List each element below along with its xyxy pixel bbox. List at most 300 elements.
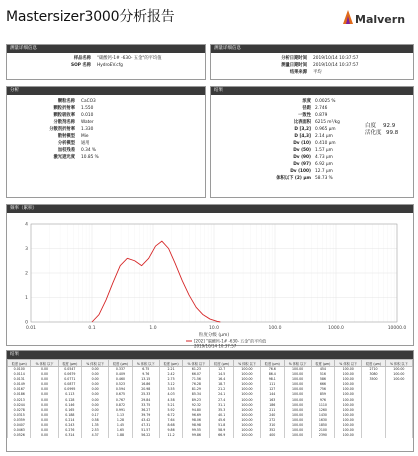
table-cell: 0.0679	[58, 372, 81, 377]
table-cell: 0.314	[58, 433, 81, 438]
table-cell: 0.00	[31, 372, 58, 377]
table-cell: 0.00	[31, 428, 58, 433]
activation-label: 活化度	[365, 130, 382, 136]
table-cell: 100.00	[233, 428, 260, 433]
table-cell: 0.165	[58, 408, 81, 413]
table-cell: 71.56	[183, 377, 210, 382]
table-cell: 98.1	[261, 377, 284, 382]
field-label: 激光遮光度	[53, 155, 75, 160]
field-value: Mie	[81, 134, 89, 139]
table-cell: 400	[261, 433, 284, 438]
table-cell: 100.00	[233, 382, 260, 387]
table-cell: 100.00	[335, 428, 362, 433]
table-cell: 0.00	[31, 387, 58, 392]
table-cell: 7.64	[159, 418, 182, 423]
table-cell: 1630	[311, 418, 334, 423]
table-cell: 100.00	[385, 377, 412, 382]
table-cell: 100.00	[335, 377, 362, 382]
table-column-header: % 体积 以下	[284, 360, 311, 367]
table-cell: 100.00	[284, 418, 311, 423]
chart-panel-header: 频率（累积）	[7, 205, 413, 213]
date-panel-header: 测量详细信息	[211, 45, 413, 53]
table-cell: 0.0244	[8, 403, 31, 408]
table-cell: 1.13	[109, 413, 132, 418]
field-value: 10.85 %	[81, 155, 99, 160]
y-tick-label: 0	[25, 320, 28, 326]
table-cell: 127	[261, 387, 284, 392]
table-cell: 36.27	[132, 408, 159, 413]
table-column-header: % 体积 以下	[233, 360, 260, 367]
table-cell: 0.00	[31, 433, 58, 438]
field-label: 颗粒名称	[57, 99, 75, 104]
table-cell: 3080	[362, 372, 385, 377]
table-cell: 0.00	[82, 387, 109, 392]
table-cell: 100.00	[284, 387, 311, 392]
table-cell: 40.1	[210, 413, 233, 418]
table-cell: 20.98	[132, 387, 159, 392]
table-column-header: 粒度 (μm)	[261, 360, 284, 367]
table-column-header: 粒度 (μm)	[8, 360, 31, 367]
field-label: Dv (50)	[293, 148, 311, 153]
x-tick-label: 100.0	[268, 326, 282, 331]
table-cell: 51.57	[132, 428, 159, 433]
table-cell: 352	[261, 428, 284, 433]
field-value: 0.410 μm	[315, 141, 336, 146]
field-value: 4.73 μm	[315, 155, 333, 160]
table-cell: 586	[311, 377, 334, 382]
x-axis-label: 粒度分级 (μm)	[198, 333, 230, 338]
table-cell: 0.58	[82, 418, 109, 423]
y-tick-label: 4	[25, 222, 28, 228]
table-cell: 0.767	[109, 398, 132, 403]
table-column-header: % 体积 以下	[183, 360, 210, 367]
field-label: Dv (100)	[290, 169, 311, 174]
table-cell: 4.37	[82, 433, 109, 438]
table-cell: 100.00	[233, 413, 260, 418]
table-cell: 100.00	[284, 413, 311, 418]
table-cell: 1.45	[109, 423, 132, 428]
table-column-header: 粒度 (μm)	[159, 360, 182, 367]
table-cell: 100.00	[335, 372, 362, 377]
table-cell: 0.188	[58, 413, 81, 418]
series-line	[92, 241, 220, 322]
field-value: 0.879	[315, 113, 328, 118]
field-label: 分析模型	[57, 141, 75, 146]
x-tick-label: 1.0	[149, 326, 157, 331]
table-cell: 9.76	[132, 372, 159, 377]
table-cell: 6.75	[132, 367, 159, 373]
table-cell: 5.92	[159, 408, 182, 413]
table-cell: 100.00	[335, 433, 362, 438]
table-cell: 100.00	[385, 367, 412, 373]
table-cell: 100.00	[335, 413, 362, 418]
table-cell: 4.03	[159, 392, 182, 397]
results-table-panel	[6, 350, 414, 452]
table-cell: 100.00	[335, 367, 362, 373]
field-value: 58.73 %	[315, 176, 333, 181]
field-value: 0.010	[81, 113, 94, 118]
table-cell: 99.86	[183, 433, 210, 438]
table-column-header: % 体积 以下	[335, 360, 362, 367]
table-cell: 100.00	[284, 367, 311, 373]
table-cell: 100.00	[335, 423, 362, 428]
table-cell: 45.6	[210, 418, 233, 423]
date-panel	[210, 44, 414, 80]
table-cell: 21.2	[210, 387, 233, 392]
table-cell: 3500	[362, 377, 385, 382]
table-cell: 76.28	[183, 382, 210, 387]
table-cell: 94.80	[183, 408, 210, 413]
table-cell: 100.00	[335, 408, 362, 413]
table-cell: 0.00	[31, 418, 58, 423]
results-table	[7, 359, 413, 438]
table-cell: 100.00	[335, 387, 362, 392]
table-cell: 92.32	[183, 403, 210, 408]
table-column-header: 粒度 (μm)	[210, 360, 233, 367]
field-label: 颗粒吸收率	[53, 113, 75, 118]
table-cell: 240	[261, 413, 284, 418]
table-cell: 51.8	[210, 423, 233, 428]
table-cell: 16.4	[210, 377, 233, 382]
table-cell: 2390	[311, 433, 334, 438]
field-value: Water	[81, 120, 94, 125]
table-cell: 2.53	[82, 428, 109, 433]
table-cell: 211	[261, 408, 284, 413]
table-cell: 100.00	[284, 403, 311, 408]
field-value: 1.57 μm	[315, 148, 333, 153]
table-cell: 0.0100	[8, 367, 31, 373]
table-cell: 5.21	[159, 403, 182, 408]
field-value: 2019/10/14 10:37:57	[313, 63, 359, 68]
table-cell: 89.23	[183, 398, 210, 403]
table-cell: 0.409	[109, 372, 132, 377]
field-label: 分散剂折射率	[49, 127, 75, 132]
table-cell: 1850	[311, 423, 334, 428]
field-value: HydroEV.cfg	[97, 63, 123, 68]
analysis-panel-header: 分析	[7, 87, 205, 95]
x-tick-label: 0.01	[25, 326, 37, 331]
table-cell: 76.6	[261, 367, 284, 373]
table-column-header: 粒度 (μm)	[311, 360, 334, 367]
table-cell: 0.0114	[8, 372, 31, 377]
table-cell: 98.98	[183, 423, 210, 428]
table-cell: 0.00	[31, 398, 58, 403]
field-value: "碳酸钙-1# -630- 五金"的平均值	[97, 56, 162, 61]
field-value: 2.14 μm	[315, 134, 333, 139]
table-cell: 756	[311, 387, 334, 392]
table-cell: 98.06	[183, 418, 210, 423]
table-cell: 0.00	[82, 392, 109, 397]
table-cell: 100.00	[284, 392, 311, 397]
table-cell: 0.523	[109, 382, 132, 387]
field-label: 分析日期时间	[281, 56, 307, 61]
table-cell: 0.00	[82, 377, 109, 382]
legend-date: 2019/10/14 10:37:57	[194, 343, 237, 349]
table-cell: 58.9	[210, 428, 233, 433]
table-cell: 9.86	[159, 428, 182, 433]
table-cell: 100.00	[233, 408, 260, 413]
table-cell: 6.72	[159, 413, 182, 418]
x-tick-label: 1000.0	[328, 326, 344, 331]
table-cell: 85.34	[183, 392, 210, 397]
table-cell: 0.0186	[8, 392, 31, 397]
table-cell: 100.00	[335, 382, 362, 387]
table-cell: 3.55	[159, 387, 182, 392]
whiteness-label: 白度	[365, 123, 377, 129]
table-cell: 0.243	[58, 423, 81, 428]
table-cell: 66.07	[183, 372, 210, 377]
table-cell: 0.675	[109, 392, 132, 397]
x-tick-label: 0.1	[88, 326, 96, 331]
table-cell: 100.00	[284, 408, 311, 413]
field-label: D [3,2]	[294, 127, 311, 132]
field-label: 径距	[302, 106, 311, 111]
field-label: Dv (90)	[293, 155, 311, 160]
table-cell: 0.0995	[58, 387, 81, 392]
table-cell: 0.00	[82, 367, 109, 373]
table-cell: 0.0278	[8, 408, 31, 413]
field-value: 2.746	[315, 106, 328, 111]
results-table-header: 结果	[7, 351, 413, 359]
table-cell: 100.00	[233, 392, 260, 397]
table-cell: 100.00	[233, 372, 260, 377]
table-cell: 39.79	[132, 413, 159, 418]
table-column-header: % 体积 以下	[31, 360, 58, 367]
table-column-header: % 体积 以下	[82, 360, 109, 367]
table-cell: 0.594	[109, 387, 132, 392]
table-cell: 0.0526	[8, 433, 31, 438]
table-cell: 100.00	[284, 398, 311, 403]
table-cell: 1.65	[109, 428, 132, 433]
field-value: 0.0025 %	[315, 99, 336, 104]
table-cell: 1110	[311, 403, 334, 408]
table-cell: 1430	[311, 413, 334, 418]
table-cell: 8.68	[159, 423, 182, 428]
table-cell: 0.00	[82, 382, 109, 387]
table-cell: 144	[261, 392, 284, 397]
table-cell: 12.7	[210, 367, 233, 373]
table-cell: 100.00	[284, 433, 311, 438]
table-cell: 100.00	[233, 377, 260, 382]
field-label: 结果来源	[289, 70, 307, 75]
table-cell: 100.00	[233, 418, 260, 423]
table-cell: 0.0131	[8, 377, 31, 382]
field-label: 浓度	[302, 99, 311, 104]
y-tick-label: 1	[25, 296, 28, 301]
field-value: 2019/10/14 10:37:57	[313, 56, 359, 61]
whiteness-value: 92.9	[383, 123, 396, 129]
table-cell: 0.214	[58, 418, 81, 423]
table-cell: 666	[311, 382, 334, 387]
table-cell: 1260	[311, 408, 334, 413]
table-cell: 0.00	[31, 413, 58, 418]
table-cell: 0.00	[31, 403, 58, 408]
table-cell: 100.00	[385, 372, 412, 377]
table-cell: 0.00	[31, 367, 58, 373]
table-cell: 33.75	[132, 403, 159, 408]
table-cell: 99.55	[183, 428, 210, 433]
report-title: Mastersizer3000分析报告	[6, 9, 175, 25]
table-cell: 163	[261, 398, 284, 403]
chart-panel	[6, 204, 414, 349]
table-cell: 0.0167	[8, 387, 31, 392]
field-label: 颗粒折射率	[53, 106, 75, 111]
analysis-panel	[6, 86, 206, 198]
frequency-chart	[7, 214, 413, 349]
table-cell: 0.991	[109, 408, 132, 413]
field-value: 1.550	[81, 106, 94, 111]
table-cell: 0.00	[82, 372, 109, 377]
y-tick-label: 3	[25, 247, 28, 252]
table-column-header: % 体积 以下	[132, 360, 159, 367]
field-label: D [4,3]	[294, 134, 311, 139]
table-cell: 1.88	[109, 433, 132, 438]
table-cell: 0.0463	[8, 428, 31, 433]
field-label: 测量日期时间	[281, 63, 307, 68]
table-cell: 100.00	[284, 382, 311, 387]
table-cell: 100.00	[233, 387, 260, 392]
table-cell: 27.4	[210, 398, 233, 403]
field-value: 6.92 μm	[315, 162, 333, 167]
field-value: CaCO3	[81, 99, 96, 104]
table-cell: 31.1	[210, 403, 233, 408]
field-label: 体积以下 (2) μm	[276, 176, 311, 181]
table-cell: 81.29	[183, 387, 210, 392]
table-cell: 16.86	[132, 382, 159, 387]
measure-panel-header: 测量详细信息	[7, 45, 205, 53]
table-cell: 516	[311, 372, 334, 377]
table-cell: 43.42	[132, 418, 159, 423]
table-cell	[362, 433, 385, 438]
x-tick-label: 10.0	[208, 326, 220, 331]
table-cell: 100.00	[335, 398, 362, 403]
table-cell: 3.12	[159, 382, 182, 387]
field-value: 平均	[313, 70, 322, 75]
table-cell: 47.31	[132, 423, 159, 428]
table-cell: 2.75	[159, 377, 182, 382]
field-value: 通用	[81, 141, 90, 146]
table-cell: 0.00	[31, 423, 58, 428]
table-cell	[385, 433, 412, 438]
table-cell: 0.460	[109, 377, 132, 382]
table-cell: 2.21	[159, 367, 182, 373]
table-cell: 859	[311, 392, 334, 397]
table-cell: 0.337	[109, 367, 132, 373]
table-cell: 0.00	[31, 392, 58, 397]
table-cell: 310	[261, 423, 284, 428]
field-value: 0.34 %	[81, 148, 97, 153]
table-cell: 100.00	[284, 377, 311, 382]
field-label: Dv (10)	[293, 141, 311, 146]
table-column-header: 粒度 (μm)	[58, 360, 81, 367]
table-cell: 186	[261, 403, 284, 408]
table-cell: 66.9	[210, 433, 233, 438]
table-cell: 0.00	[82, 403, 109, 408]
result-panel	[210, 86, 414, 198]
table-column-header: 粒度 (μm)	[362, 360, 385, 367]
table-cell: 0.276	[58, 428, 81, 433]
table-cell: 29.84	[132, 398, 159, 403]
field-label: 比表面积	[293, 120, 311, 125]
table-cell: 100.00	[335, 403, 362, 408]
table-column-header: % 体积 以下	[385, 360, 412, 367]
table-cell: 35.3	[210, 408, 233, 413]
table-cell: 0.00	[31, 377, 58, 382]
field-label: 散射模型	[57, 134, 75, 139]
table-cell: 454	[311, 367, 334, 373]
field-label: SOP 名称	[71, 63, 91, 68]
field-value: 6215 m²/kg	[315, 120, 340, 125]
table-cell: 18.7	[210, 382, 233, 387]
table-cell: 0.17	[82, 413, 109, 418]
table-cell: 0.00	[31, 408, 58, 413]
table-row	[8, 433, 413, 438]
malvern-logo	[343, 8, 413, 32]
table-cell: 0.0359	[8, 418, 31, 423]
table-cell: 272	[261, 418, 284, 423]
malvern-logo-icon	[343, 10, 353, 24]
table-cell: 2100	[311, 428, 334, 433]
y-tick-label: 2	[25, 271, 28, 277]
table-cell: 100.00	[284, 428, 311, 433]
field-label: 加权残差	[57, 148, 75, 153]
table-cell: 0.872	[109, 403, 132, 408]
table-cell: 0.0149	[8, 382, 31, 387]
logo-text: Malvern	[355, 13, 406, 26]
table-cell: 0.128	[58, 398, 81, 403]
table-cell: 61.23	[183, 367, 210, 373]
table-cell: 96.69	[183, 413, 210, 418]
result-panel-header: 结果	[211, 87, 413, 95]
table-cell: 0.0315	[8, 413, 31, 418]
table-column-header: 粒度 (μm)	[109, 360, 132, 367]
table-cell: 0.00	[31, 382, 58, 387]
table-cell: 0.0771	[58, 377, 81, 382]
field-value: 0.965 μm	[315, 127, 336, 132]
table-cell: 100.00	[335, 418, 362, 423]
legend-entry: [202] "碳酸钙-1# -630- 五金"的平均值	[194, 338, 267, 344]
table-cell: 100.00	[284, 372, 311, 377]
table-cell: 100.00	[233, 433, 260, 438]
table-cell: 24.1	[210, 392, 233, 397]
table-cell: 976	[311, 398, 334, 403]
table-cell: 1.28	[109, 418, 132, 423]
table-cell: 86.4	[261, 372, 284, 377]
table-cell: 0.0877	[58, 382, 81, 387]
field-value: 12.7 μm	[315, 169, 333, 174]
field-label: 样品名称	[73, 56, 91, 61]
field-label: 分散剂名称	[53, 120, 75, 125]
field-label: 一致性	[298, 113, 311, 118]
field-label: Dv (97)	[293, 162, 311, 167]
table-cell: 0.146	[58, 403, 81, 408]
table-cell: 2710	[362, 367, 385, 373]
table-cell: 0.00	[82, 398, 109, 403]
table-cell: 4.58	[159, 398, 182, 403]
table-cell: 14.5	[210, 372, 233, 377]
table-cell: 0.0213	[8, 398, 31, 403]
activation-value: 99.8	[386, 130, 399, 136]
table-cell: 100.00	[335, 392, 362, 397]
table-cell: 0.00	[82, 408, 109, 413]
table-cell: 2.42	[159, 372, 182, 377]
table-cell: 0.0547	[58, 367, 81, 373]
table-cell: 56.22	[132, 433, 159, 438]
table-cell: 11.2	[159, 433, 182, 438]
table-cell: 0.113	[58, 392, 81, 397]
table-cell: 100.00	[284, 423, 311, 428]
table-cell: 13.15	[132, 377, 159, 382]
